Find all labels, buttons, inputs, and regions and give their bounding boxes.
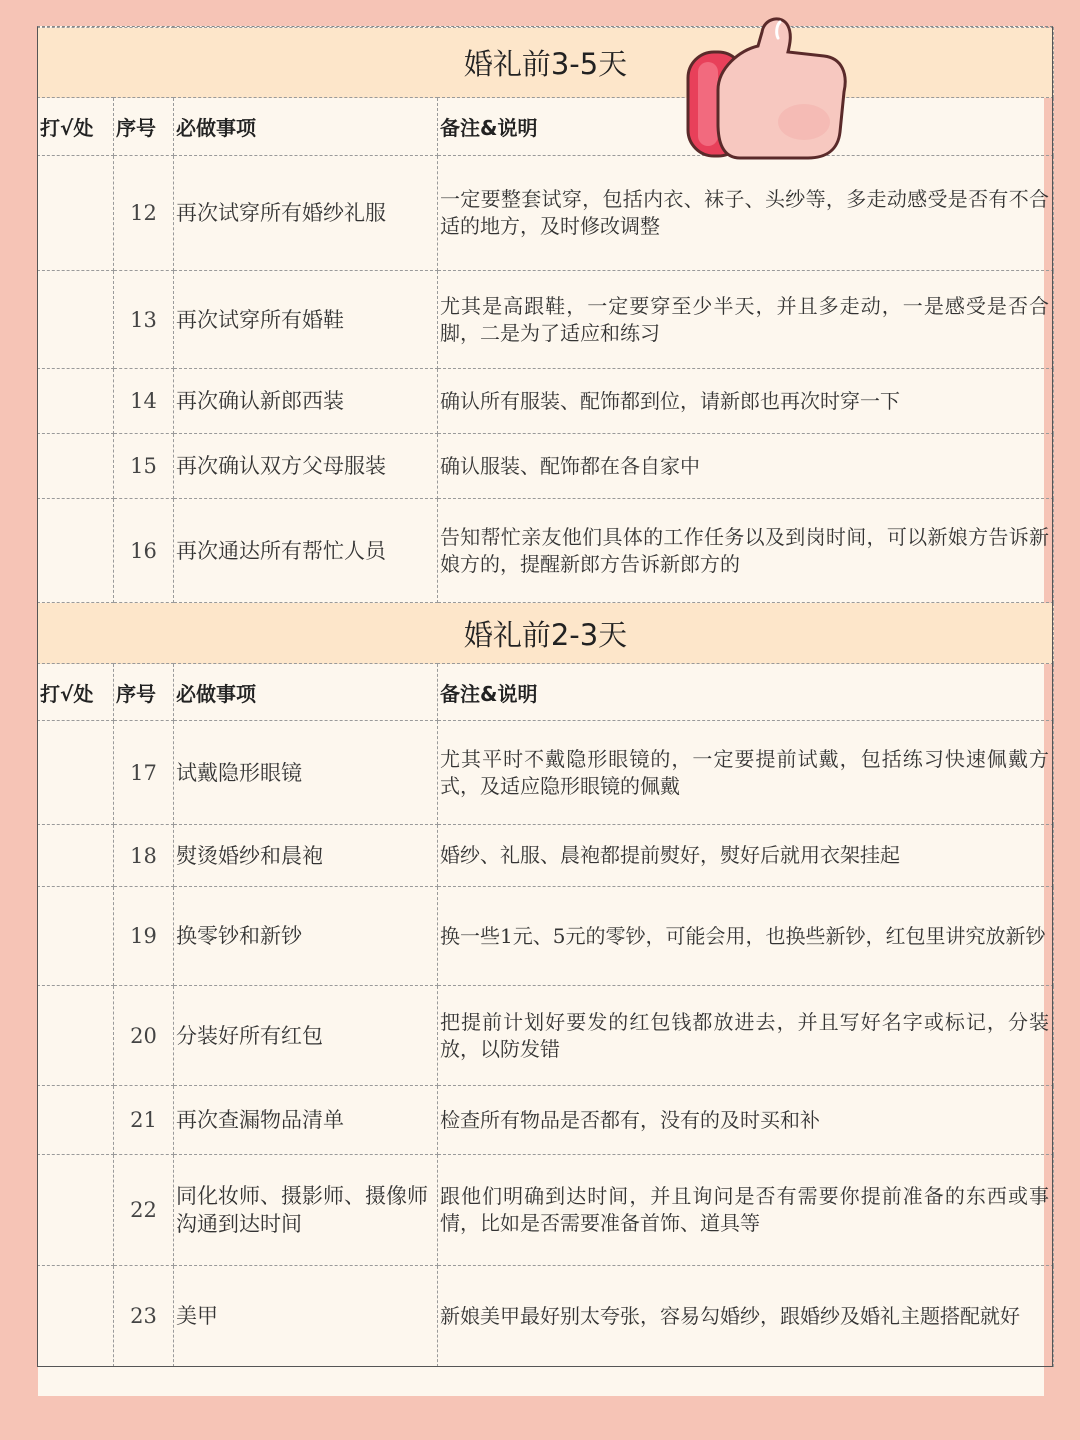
row-note: 确认服装、配饰都在各自家中 [438, 434, 1054, 499]
row-task: 再次试穿所有婚纱礼服 [174, 156, 438, 271]
row-note: 确认所有服装、配饰都到位，请新郎也再次时穿一下 [438, 369, 1054, 434]
row-note: 检查所有物品是否都有，没有的及时买和补 [438, 1086, 1054, 1155]
thumb-shade [778, 104, 830, 140]
header-check: 打√处 [38, 664, 114, 721]
thumb-hand [718, 19, 845, 158]
header-note: 备注&说明 [438, 664, 1054, 721]
row-note: 婚纱、礼服、晨袍都提前熨好，熨好后就用衣架挂起 [438, 825, 1054, 887]
row-task: 美甲 [174, 1266, 438, 1367]
row-note: 新娘美甲最好别太夸张，容易勾婚纱，跟婚纱及婚礼主题搭配就好 [438, 1266, 1054, 1367]
row-task: 再次查漏物品清单 [174, 1086, 438, 1155]
row-note: 告知帮忙亲友他们具体的工作任务以及到岗时间，可以新娘方告诉新娘方的，提醒新郎方告诉新郎方的 [438, 499, 1054, 603]
header-check: 打√处 [38, 98, 114, 156]
row-note: 换一些1元、5元的零钞，可能会用，也换些新钞，红包里讲究放新钞 [438, 887, 1054, 986]
row-number: 20 [114, 986, 174, 1086]
header-task: 必做事项 [174, 98, 438, 156]
row-task: 同化妆师、摄影师、摄像师沟通到达时间 [174, 1155, 438, 1266]
thumbs-up-icon [684, 12, 848, 160]
row-number: 13 [114, 271, 174, 369]
header-num: 序号 [114, 98, 174, 156]
section-title: 婚礼前2-3天 [38, 603, 1054, 664]
row-task: 再次试穿所有婚鞋 [174, 271, 438, 369]
row-number: 14 [114, 369, 174, 434]
table-frame [37, 26, 1053, 1367]
row-number: 16 [114, 499, 174, 603]
row-note: 把提前计划好要发的红包钱都放进去，并且写好名字或标记，分装放，以防发错 [438, 986, 1054, 1086]
row-task: 分装好所有红包 [174, 986, 438, 1086]
header-num: 序号 [114, 664, 174, 721]
row-task: 再次确认双方父母服装 [174, 434, 438, 499]
row-number: 17 [114, 721, 174, 825]
row-note: 尤其是高跟鞋，一定要穿至少半天，并且多走动，一是感受是否合脚，二是为了适应和练习 [438, 271, 1054, 369]
row-note: 尤其平时不戴隐形眼镜的，一定要提前试戴，包括练习快速佩戴方式，及适应隐形眼镜的佩戴 [438, 721, 1054, 825]
header-task: 必做事项 [174, 664, 438, 721]
row-task: 再次通达所有帮忙人员 [174, 499, 438, 603]
row-number: 15 [114, 434, 174, 499]
row-number: 22 [114, 1155, 174, 1266]
row-note: 跟他们明确到达时间，并且询问是否有需要你提前准备的东西或事情，比如是否需要准备首饰、道具等 [438, 1155, 1054, 1266]
row-number: 19 [114, 887, 174, 986]
row-note: 一定要整套试穿，包括内衣、袜子、头纱等，多走动感受是否有不合适的地方，及时修改调整 [438, 156, 1054, 271]
row-number: 12 [114, 156, 174, 271]
row-task: 试戴隐形眼镜 [174, 721, 438, 825]
row-task: 再次确认新郎西装 [174, 369, 438, 434]
row-number: 23 [114, 1266, 174, 1367]
thumb-cuff-highlight [698, 62, 718, 146]
row-task: 熨烫婚纱和晨袍 [174, 825, 438, 887]
row-number: 21 [114, 1086, 174, 1155]
row-number: 18 [114, 825, 174, 887]
section-title: 婚礼前3-5天 [38, 28, 1054, 98]
header-note: 备注&说明 [438, 98, 1054, 156]
row-task: 换零钞和新钞 [174, 887, 438, 986]
